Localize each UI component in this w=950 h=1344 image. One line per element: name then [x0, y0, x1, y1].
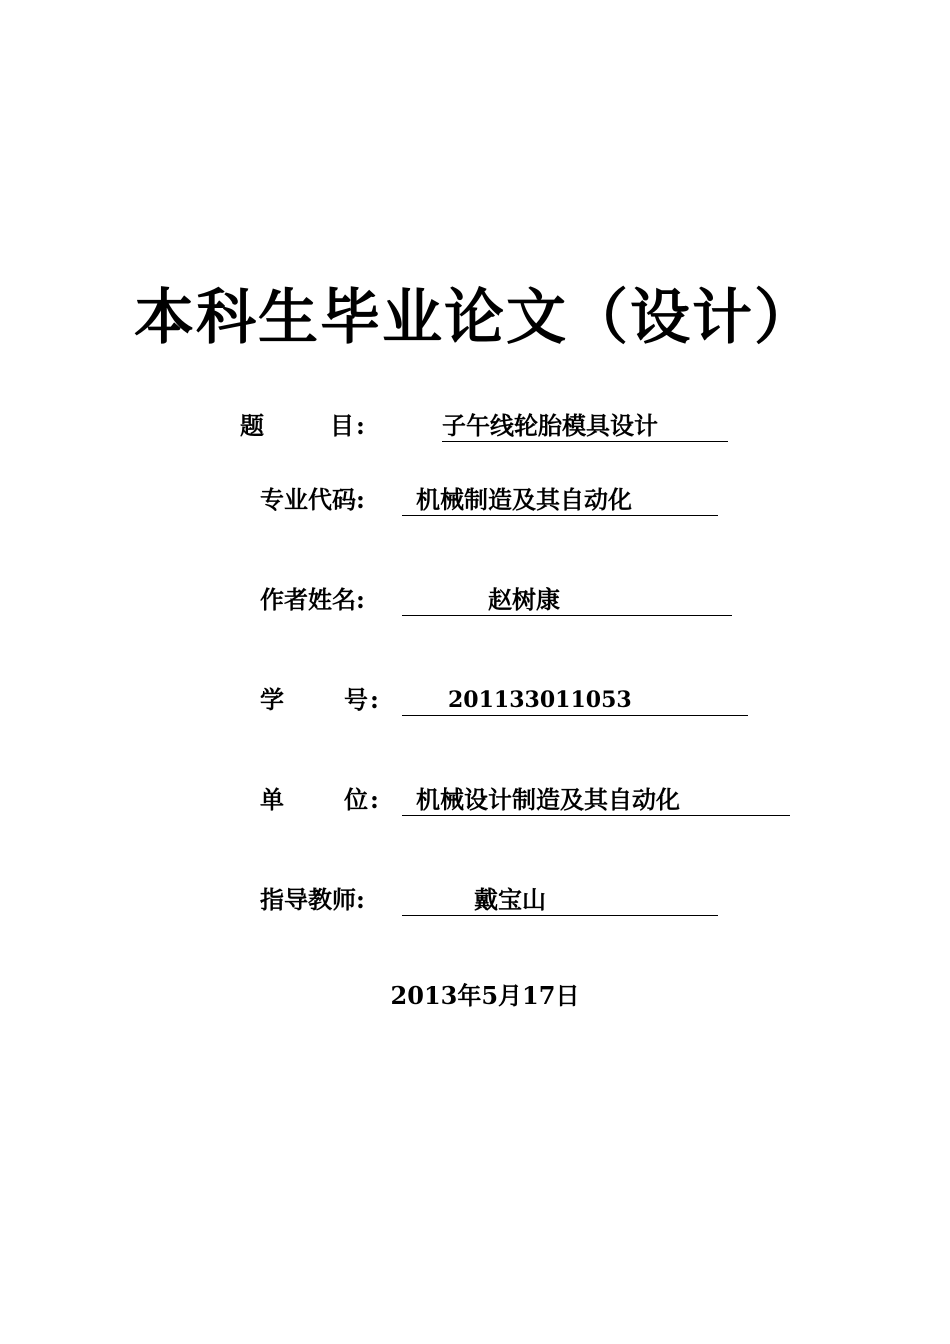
field-advisor-colon: :	[356, 885, 365, 914]
field-unit-value: 机械设计制造及其自动化	[416, 785, 680, 814]
field-author-label: 作者姓名	[260, 585, 356, 614]
field-advisor-value: 戴宝山	[474, 885, 546, 914]
field-unit-label-2: 位	[344, 785, 368, 814]
field-student-id-value: 201133011053	[448, 687, 632, 713]
field-topic-value: 子午线轮胎模具设计	[442, 411, 658, 440]
field-topic-label-1: 题	[240, 411, 264, 440]
field-topic-colon: :	[356, 411, 365, 440]
field-author-value: 赵树康	[488, 585, 560, 614]
field-major-code-label: 专业代码	[260, 485, 356, 514]
field-author-colon: :	[356, 585, 365, 614]
field-student-id-value-line	[402, 684, 748, 716]
field-topic-value-line	[442, 410, 728, 442]
field-student-id-label-1: 学	[260, 685, 284, 714]
submission-date: 2013年5月17日	[390, 981, 580, 1010]
field-student-id-label-2: 号	[344, 685, 368, 714]
field-author-value-line	[402, 584, 732, 616]
field-student-id-colon: :	[370, 685, 379, 714]
field-advisor-label: 指导教师	[260, 885, 356, 914]
field-unit-colon: :	[370, 785, 379, 814]
field-unit-value-line	[402, 784, 790, 816]
thesis-title: 本科生毕业论文（设计）	[134, 283, 816, 353]
field-major-code-value: 机械制造及其自动化	[416, 485, 632, 514]
field-advisor-value-line	[402, 884, 718, 916]
field-major-code-colon: :	[356, 485, 365, 514]
field-topic-label-2: 目	[330, 411, 354, 440]
field-unit-label-1: 单	[260, 785, 284, 814]
field-major-code-value-line	[402, 484, 718, 516]
